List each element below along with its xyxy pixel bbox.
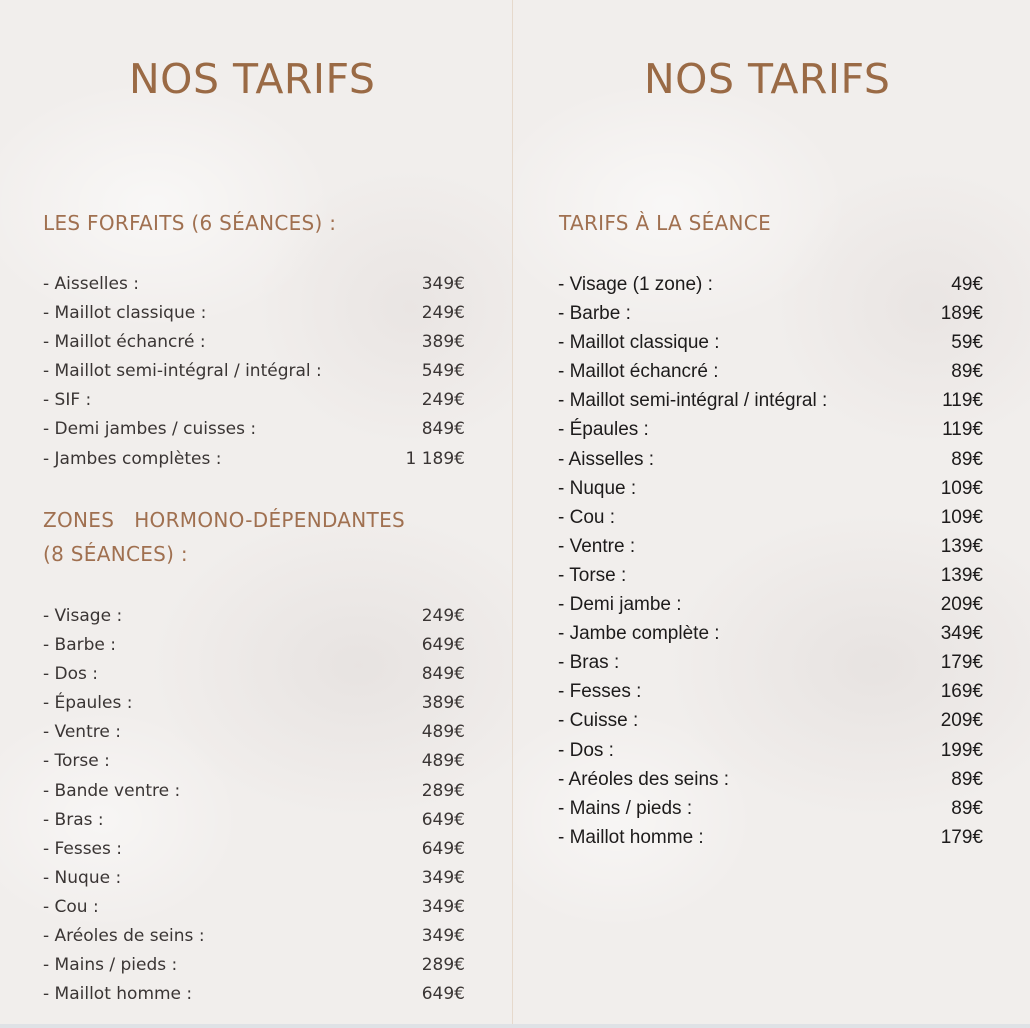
price-item-value: 89€ [951, 448, 983, 470]
price-item-label: - Visage (1 zone) : [558, 274, 713, 295]
price-row [558, 706, 983, 735]
price-item-value: 89€ [951, 768, 983, 790]
price-item-label: - SIF : [43, 390, 92, 411]
price-item-value: 349€ [421, 274, 465, 294]
price-row [558, 445, 983, 474]
price-item-label: - Maillot semi-intégral / intégral : [43, 361, 322, 382]
right-page-title: NOS TARIFS [644, 55, 891, 103]
price-row [558, 736, 983, 765]
price-item-label: - Visage : [43, 606, 123, 626]
price-item-value: 649€ [421, 809, 465, 830]
price-item-label: - Bras : [43, 809, 104, 830]
price-item-label: - Aréoles de seins : [43, 926, 205, 947]
price-row [558, 503, 983, 532]
forfaits-price-list [43, 270, 465, 474]
price-item-label: - Maillot semi-intégral / intégral : [558, 390, 828, 412]
price-row [558, 328, 983, 357]
price-row [558, 590, 983, 619]
price-item-value: 249€ [421, 303, 465, 324]
price-row [43, 777, 465, 806]
price-row [558, 415, 983, 444]
price-item-value: 549€ [421, 361, 465, 382]
price-row [558, 357, 983, 386]
price-row [558, 561, 983, 590]
price-row [558, 532, 983, 561]
price-item-label: - Aisselles : [43, 274, 139, 294]
price-item-label: - Barbe : [558, 303, 631, 325]
price-item-value: 199€ [940, 739, 983, 761]
price-item-value: 209€ [940, 710, 983, 732]
price-row [43, 386, 465, 415]
price-item-value: 109€ [940, 506, 983, 528]
price-row [43, 328, 465, 357]
price-row [43, 747, 465, 776]
price-item-label: - Ventre : [558, 535, 636, 557]
price-item-label: - Demi jambe : [558, 594, 682, 616]
price-item-value: 139€ [940, 564, 983, 586]
price-row [558, 299, 983, 328]
price-item-value: 349€ [421, 867, 465, 888]
price-row [558, 270, 983, 299]
price-item-value: 1 189€ [405, 448, 465, 469]
price-item-value: 189€ [940, 303, 983, 325]
price-item-value: 649€ [421, 984, 465, 1005]
price-item-label: - Aisselles : [558, 448, 655, 470]
price-row [43, 689, 465, 718]
right-page [513, 0, 1030, 1024]
price-row [43, 864, 465, 893]
price-item-label: - Mains / pieds : [558, 797, 693, 819]
price-item-value: 119€ [942, 419, 983, 441]
price-item-value: 119€ [942, 390, 983, 412]
price-item-label: - Dos : [43, 664, 99, 685]
price-item-value: 849€ [421, 419, 465, 440]
price-item-label: - Maillot échancré : [558, 361, 719, 383]
price-item-value: 489€ [421, 751, 465, 772]
price-item-value: 179€ [940, 652, 983, 674]
price-item-value: 169€ [940, 681, 983, 703]
price-item-value: 249€ [421, 606, 465, 626]
price-item-label: - Jambe complète : [558, 623, 720, 645]
price-item-value: 849€ [421, 664, 465, 685]
price-row [558, 619, 983, 648]
price-item-value: 49€ [951, 274, 983, 295]
price-item-label: - Maillot échancré : [43, 332, 206, 353]
price-item-value: 89€ [951, 361, 983, 383]
price-item-label: - Fesses : [43, 838, 123, 859]
price-item-label: - Demi jambes / cuisses : [43, 419, 257, 440]
price-row [558, 677, 983, 706]
price-row [558, 794, 983, 823]
price-item-value: 649€ [421, 635, 465, 656]
price-item-label: - Barbe : [43, 635, 116, 656]
price-row [558, 648, 983, 677]
price-row [43, 660, 465, 689]
price-item-value: 179€ [940, 826, 983, 848]
price-row [43, 415, 465, 444]
price-item-value: 89€ [951, 797, 983, 819]
price-item-value: 349€ [421, 896, 465, 917]
price-item-label: - Maillot classique : [558, 332, 720, 354]
price-item-label: - Mains / pieds : [43, 955, 178, 976]
price-row [43, 631, 465, 660]
price-item-label: - Nuque : [558, 477, 637, 499]
price-item-label: - Torse : [558, 564, 627, 586]
price-item-label: - Torse : [43, 751, 110, 772]
price-item-value: 249€ [421, 390, 465, 411]
hormono-price-list [43, 602, 465, 1009]
price-item-value: 649€ [421, 838, 465, 859]
price-item-value: 109€ [940, 477, 983, 499]
price-item-label: - Aréoles des seins : [558, 768, 730, 790]
price-item-label: - Nuque : [43, 867, 122, 888]
price-row [558, 765, 983, 794]
price-row [43, 718, 465, 747]
price-item-value: 389€ [421, 332, 465, 353]
price-item-value: 209€ [940, 594, 983, 616]
seance-price-list [558, 270, 983, 852]
price-item-label: - Épaules : [558, 419, 649, 441]
price-row [43, 922, 465, 951]
price-item-label: - Maillot homme : [558, 826, 704, 848]
price-row [43, 835, 465, 864]
page-divider [512, 0, 513, 1028]
price-item-value: 139€ [940, 535, 983, 557]
hormono-heading-line2: (8 SÉANCES) : [43, 542, 188, 566]
price-item-label: - Jambes complètes : [43, 448, 222, 469]
price-item-label: - Bande ventre : [43, 780, 181, 801]
price-item-value: 489€ [421, 722, 465, 743]
hormono-heading-line1: ZONES HORMONO-DÉPENDANTES [43, 508, 405, 532]
price-item-value: 289€ [421, 955, 465, 976]
seance-heading: TARIFS À LA SÉANCE [559, 211, 772, 235]
price-row [43, 445, 465, 474]
price-row [43, 893, 465, 922]
price-row [43, 299, 465, 328]
price-item-label: - Fesses : [558, 681, 642, 703]
price-row [43, 357, 465, 386]
price-item-label: - Ventre : [43, 722, 121, 743]
price-item-value: 349€ [940, 623, 983, 645]
price-item-label: - Bras : [558, 652, 620, 674]
hormono-heading [43, 503, 483, 571]
price-item-label: - Cuisse : [558, 710, 639, 732]
price-item-label: - Maillot homme : [43, 984, 193, 1005]
left-page [0, 0, 512, 1024]
price-row [558, 474, 983, 503]
price-item-label: - Maillot classique : [43, 303, 207, 324]
price-row [43, 602, 465, 631]
price-item-value: 289€ [421, 780, 465, 801]
left-page-title: NOS TARIFS [129, 55, 376, 103]
price-row [43, 980, 465, 1009]
price-item-label: - Cou : [43, 896, 99, 917]
price-row [43, 951, 465, 980]
price-row [558, 823, 983, 852]
price-row [558, 386, 983, 415]
price-item-value: 349€ [421, 926, 465, 947]
price-row [43, 806, 465, 835]
price-row [43, 270, 465, 299]
price-item-value: 389€ [421, 693, 465, 714]
price-item-label: - Épaules : [43, 693, 133, 714]
bottom-edge [0, 1024, 1030, 1028]
price-item-label: - Cou : [558, 506, 616, 528]
price-item-value: 59€ [951, 332, 983, 354]
forfaits-heading: LES FORFAITS (6 SÉANCES) : [43, 211, 337, 235]
price-item-label: - Dos : [558, 739, 614, 761]
